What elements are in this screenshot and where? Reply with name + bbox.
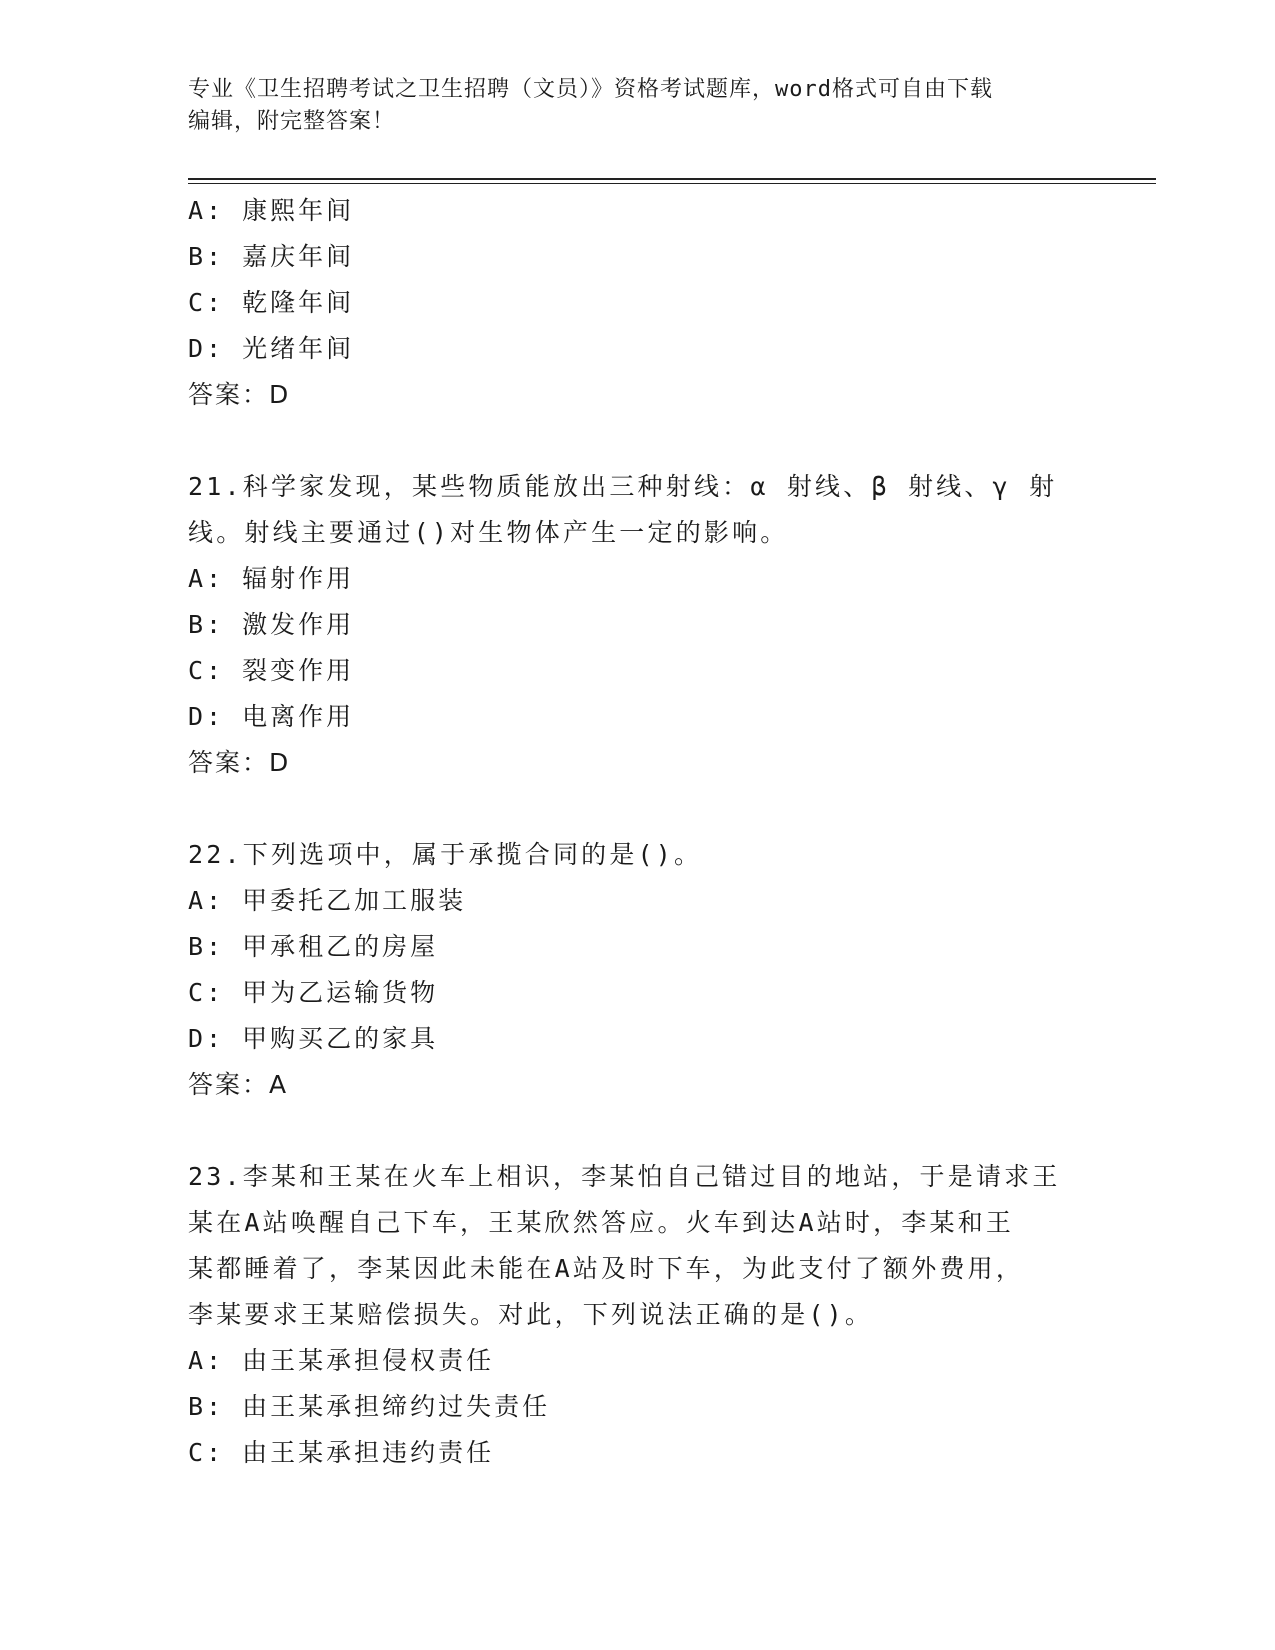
stem-line: 线。射线主要通过()对生物体产生一定的影响。 [188, 518, 789, 547]
question-22 [188, 832, 1088, 1108]
option-c: C: 乾隆年间 [188, 288, 355, 317]
option-a: A: 由王某承担侵权责任 [188, 1346, 495, 1375]
option-a: A: 康熙年间 [188, 196, 355, 225]
option-d: D: 甲购买乙的家具 [188, 1024, 439, 1053]
question-20 [188, 188, 1088, 418]
question-stem [188, 1154, 1088, 1338]
question-stem [188, 464, 1088, 556]
option-b: B: 由王某承担缔约过失责任 [188, 1392, 551, 1421]
stem-line: 某在A站唤醒自己下车，王某欣然答应。火车到达A站时，李某和王 [188, 1208, 1015, 1237]
option-a: A: 辐射作用 [188, 564, 355, 593]
stem-line: 23.李某和王某在火车上相识，李某怕自己错过目的地站，于是请求王 [188, 1162, 1061, 1191]
answer: 答案：A [188, 1070, 289, 1099]
stem-line: 李某要求王某赔偿损失。对此，下列说法正确的是()。 [188, 1300, 874, 1329]
question-list [188, 188, 1088, 1476]
stem-line: 21.科学家发现，某些物质能放出三种射线：α 射线、β 射线、γ 射 [188, 472, 1058, 501]
header-line-1: 专业《卫生招聘考试之卫生招聘（文员）》资格考试题库，word格式可自由下载 [188, 77, 993, 102]
spacer [188, 1108, 1088, 1154]
stem-line: 某都睡着了，李某因此未能在A站及时下车，为此支付了额外费用， [188, 1254, 1025, 1283]
option-b: B: 甲承租乙的房屋 [188, 932, 439, 961]
question-stem [188, 832, 1088, 878]
header-line-2: 编辑，附完整答案！ [188, 109, 396, 134]
question-21 [188, 464, 1088, 786]
header-rule-thick [188, 178, 1156, 180]
option-c: C: 由王某承担违约责任 [188, 1438, 495, 1467]
question-23 [188, 1154, 1088, 1476]
spacer [188, 786, 1088, 832]
document-header [188, 74, 1088, 138]
option-b: B: 嘉庆年间 [188, 242, 355, 271]
option-b: B: 激发作用 [188, 610, 355, 639]
stem-line: 22.下列选项中，属于承揽合同的是()。 [188, 840, 703, 869]
answer: 答案：D [188, 748, 291, 777]
answer: 答案：D [188, 380, 291, 409]
spacer [188, 418, 1088, 464]
option-d: D: 电离作用 [188, 702, 355, 731]
header-rule-thin [188, 183, 1156, 184]
option-d: D: 光绪年间 [188, 334, 355, 363]
option-c: C: 甲为乙运输货物 [188, 978, 439, 1007]
option-c: C: 裂变作用 [188, 656, 355, 685]
option-a: A: 甲委托乙加工服装 [188, 886, 467, 915]
